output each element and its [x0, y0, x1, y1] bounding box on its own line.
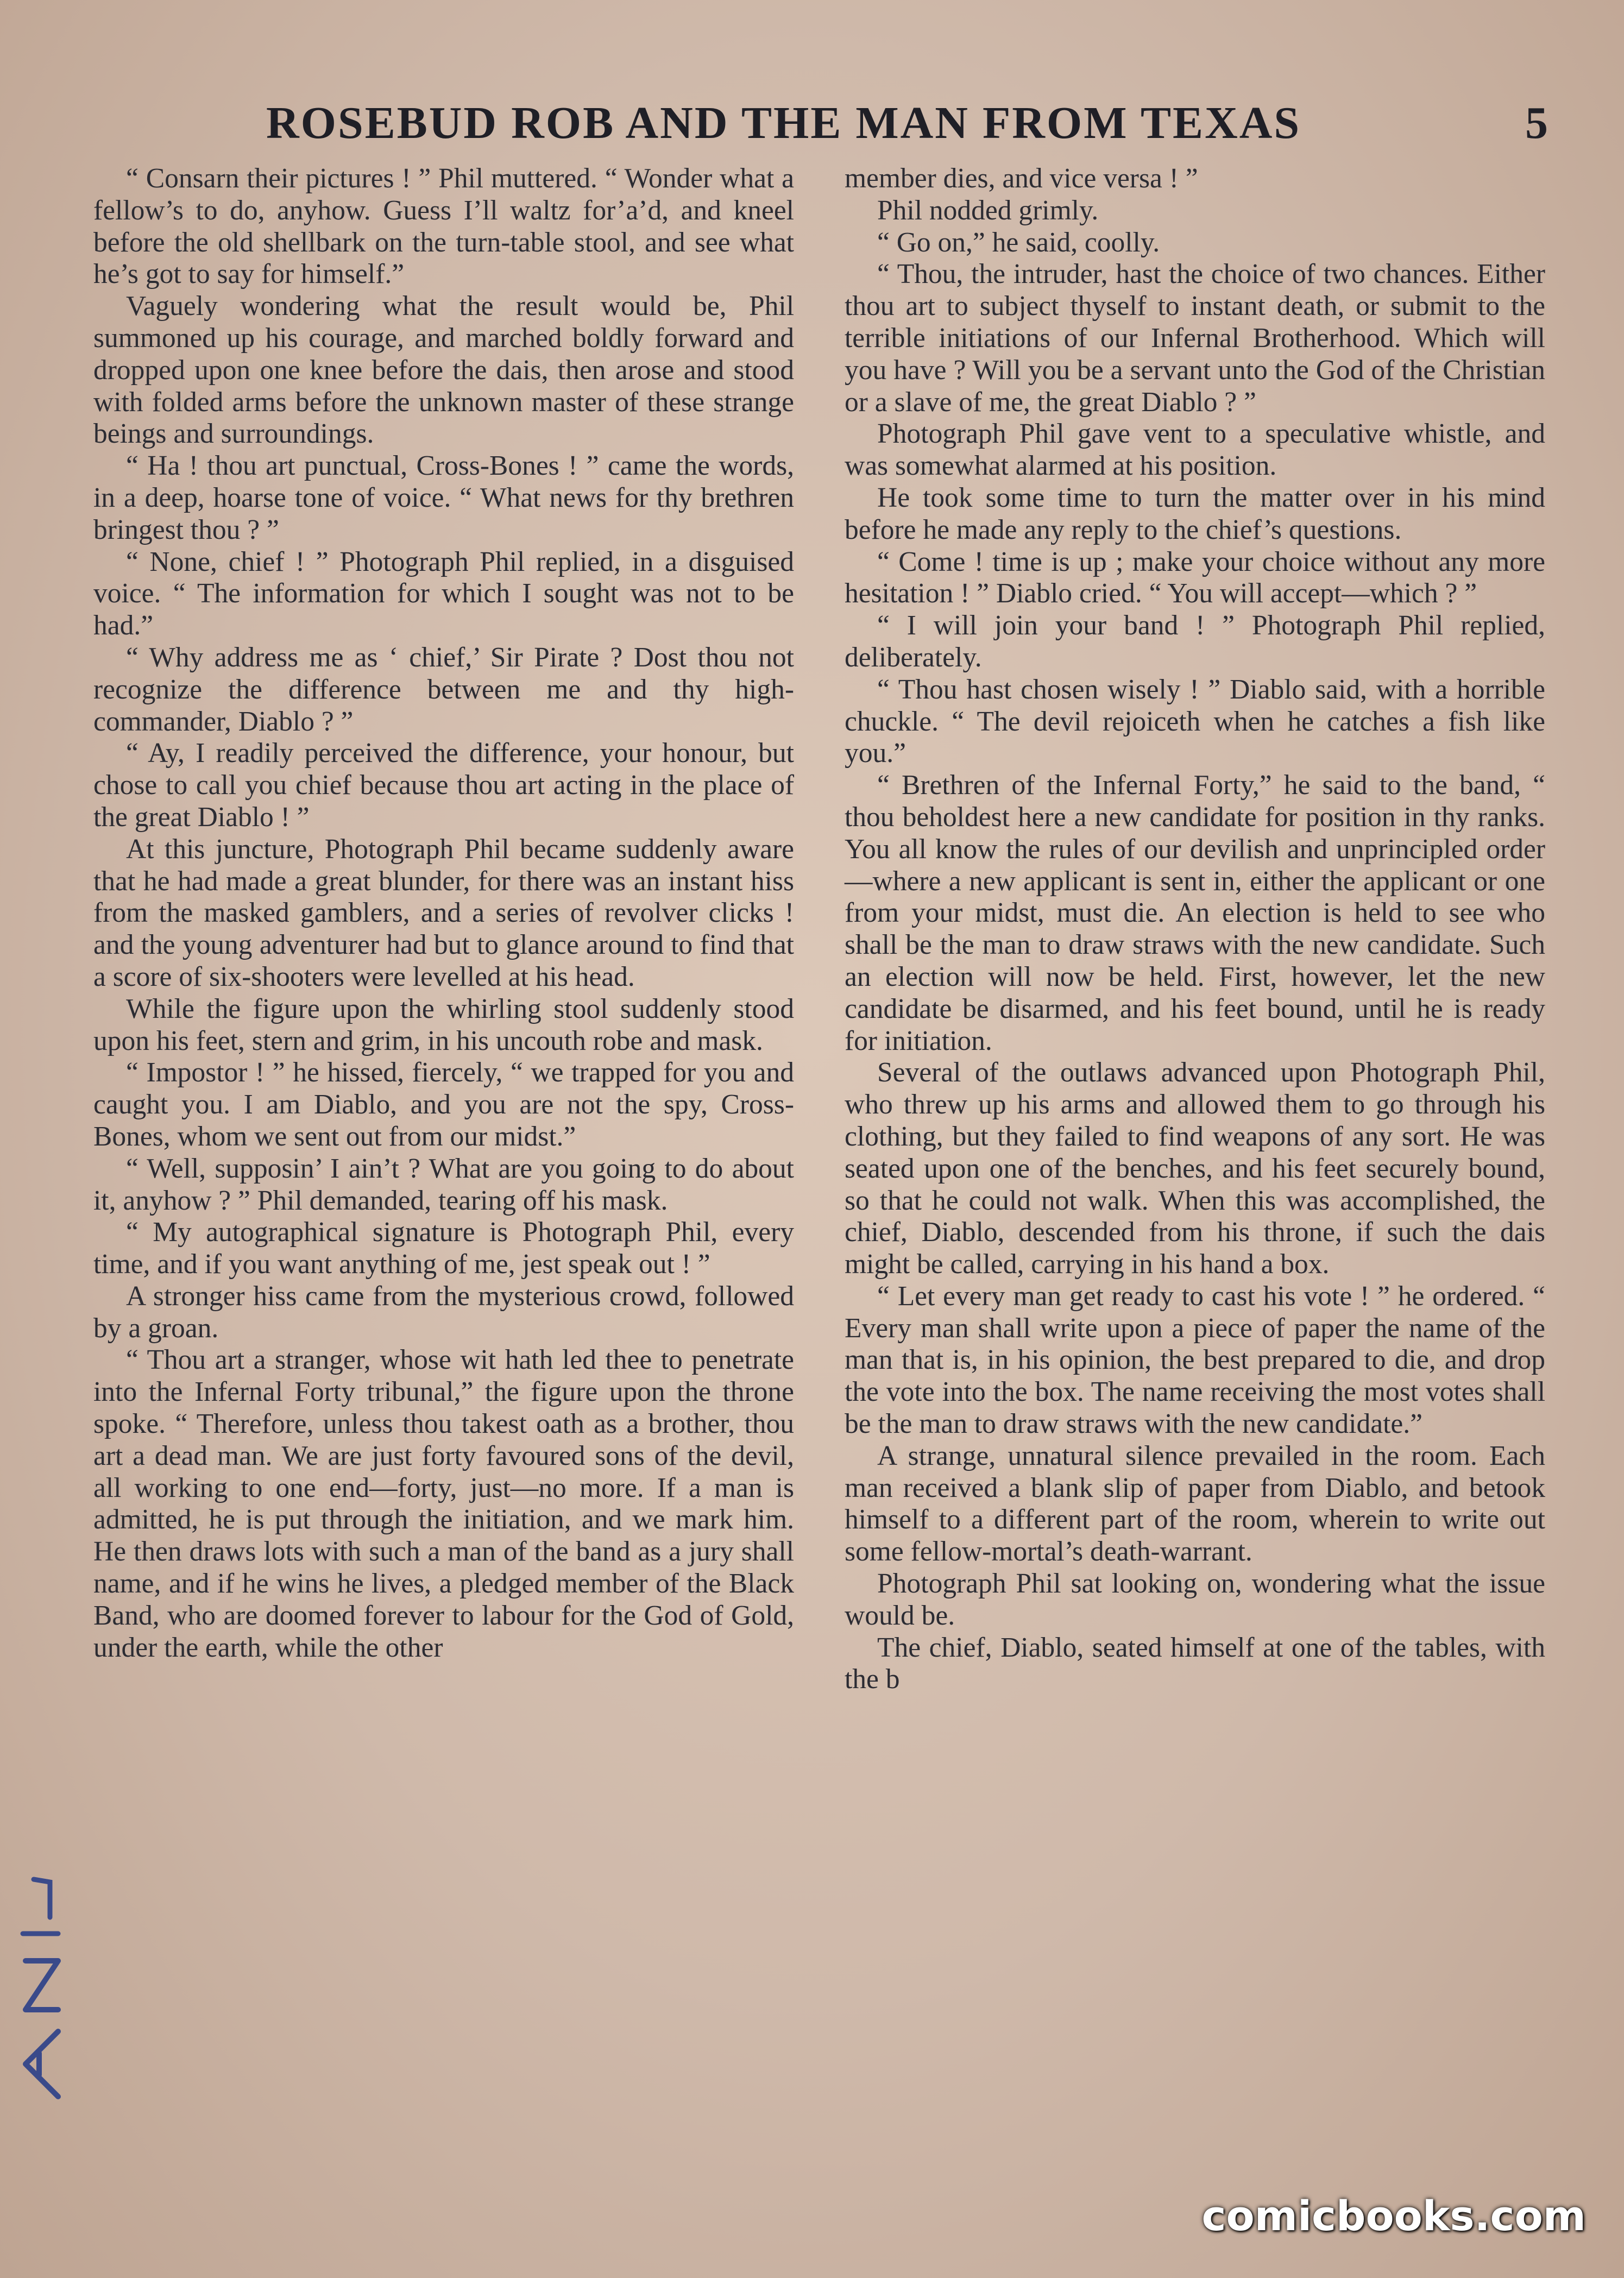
running-title: ROSEBUD ROB AND THE MAN FROM TEXAS — [266, 98, 1301, 148]
paragraph: “ Let every man get ready to cast his vote ! ” he ordered. “ Every man shall write upon a piece of paper the name of the man that is, in his opinion, the best prepared to die, and drop the vote into the box. The name receiving the most votes shall be the man to draw straws with the new candidate.” — [845, 1280, 1545, 1440]
paragraph: “ My autographical signature is Photograph Phil, every time, and if you want anything of me, jest speak out ! ” — [93, 1217, 794, 1280]
paragraph: “ Come ! time is up ; make your choice without any more hesitation ! ” Diablo cried. “ You will accept—which ? ” — [845, 546, 1545, 609]
paragraph: At this juncture, Photograph Phil became suddenly aware that he had made a great blunder, for there was an instant hiss from the masked gamblers, and a series of revolver clicks ! and the young adventurer had but to glance around to find that a score of six-shooters were levelled at his head. — [93, 833, 794, 992]
paragraph: “ I will join your band ! ” Photograph Phil replied, deliberately. — [845, 610, 1545, 673]
paragraph: He took some time to turn the matter over in his mind before he made any reply to the chief’s questions. — [845, 482, 1545, 545]
page-number: 5 — [1525, 98, 1548, 148]
paragraph: Several of the outlaws advanced upon Photograph Phil, who threw up his arms and allowed them to go through his clothing, but they failed to find weapons of any sort. He was seated upon one of the benches, and his feet securely bound, so that he could not walk. When this was accomplished, the chief, Diablo, descended from his throne, if such the dais might be called, carrying in his hand a box. — [845, 1057, 1545, 1280]
paragraph: Vaguely wondering what the result would be, Phil summoned up his courage, and marched boldly forward and dropped upon one knee before the dais, then arose and stood with folded arms before the unknown master of these strange beings and surroundings. — [93, 291, 794, 450]
paragraph: “ Ha ! thou art punctual, Cross-Bones ! ” came the words, in a deep, hoarse tone of voice. “ What news for thy brethren bringest thou ? ” — [93, 450, 794, 545]
paragraph: “ Ay, I readily perceived the difference, your honour, but chose to call you chief because thou art acting in the place of the great Diablo ! ” — [93, 738, 794, 833]
paragraph: A stronger hiss came from the mysterious crowd, followed by a groan. — [93, 1280, 794, 1344]
paragraph: Photograph Phil sat looking on, wondering what the issue would be. — [845, 1568, 1545, 1631]
watermark: comicbooks.com — [1201, 2192, 1586, 2240]
paragraph: “ Thou art a stranger, whose wit hath led thee to penetrate into the Infernal Forty tribunal,” the figure upon the throne spoke. “ Therefore, unless thou takest oath as a brother, thou art a dead man. We are just forty favoured sons of the devil, all working to one end—forty, just—no more. If a man is admitted, he is put through the initiation, and we mark him. He then draws lots with such a man of the band as a jury shall name, and if he wins he lives, a pledged member of the Black Band, who are doomed forever to labour for the God of Gold, under the earth, while the other — [93, 1344, 794, 1663]
paragraph: Phil nodded grimly. — [877, 194, 1099, 226]
paragraph: Photograph Phil gave vent to a speculative whistle, and was somewhat alarmed at his position. — [845, 418, 1545, 482]
paragraph: “ Thou hast chosen wisely ! ” Diablo said, with a horrible chuckle. “ The devil rejoiceth when he catches a fish like you.” — [845, 674, 1545, 769]
left-column — [93, 163, 794, 1664]
running-head — [92, 97, 1548, 156]
paragraph: While the figure upon the whirling stool suddenly stood upon his feet, stern and grim, in his uncouth robe and mask. — [93, 993, 794, 1056]
paragraph: “ Consarn their pictures ! ” Phil muttered. “ Wonder what a fellow’s to do, anyhow. Guess I’ll waltz for’a’d, and kneel before the old shellbark on the turn-table stool, and see what he’s got to say for himself.” — [93, 163, 794, 290]
paragraph: “ Impostor ! ” he hissed, fiercely, “ we trapped for you and caught you. I am Diablo, and you are not the spy, Cross-Bones, whom we sent out from our midst.” — [93, 1057, 794, 1152]
paragraph: “ Thou, the intruder, hast the choice of two chances. Either thou art to subject thyself to instant death, or submit to the terrible initiations of our Infernal Brotherhood. Which will you have ? Will you be a servant unto the God of the Christian or a slave of me, the great Diablo ? ” — [845, 259, 1545, 418]
paragraph: The chief, Diablo, seated himself at one of the tables, with the b — [845, 1632, 1545, 1695]
right-column — [845, 163, 1545, 1696]
paragraph: “ None, chief ! ” Photograph Phil replied, in a disguised voice. “ The information for which I sought was not to be had.” — [93, 546, 794, 641]
paragraph: “ Brethren of the Infernal Forty,” he said to the band, “ thou beholdest here a new candidate for position in thy ranks. You all know the rules of our devilish and unprincipled order—where a new applicant is sent in, either the applicant or one from your midst, must die. An election is held to see who shall be the man to draw straws with the new candidate. Such an election will now be held. First, however, let the new candidate be disarmed, and his feet bound, until he is ready for initiation. — [845, 770, 1545, 1056]
paragraph: “ Why address me as ‘ chief,’ Sir Pirate ? Dost thou not recognize the difference between me and thy high-commander, Diablo ? ” — [93, 641, 794, 737]
paragraph: A strange, unnatural silence prevailed in the room. Each man received a blank slip of paper from Diablo, and betook himself to a different part of the room, wherein to write out some fellow-mortal’s death-warrant. — [845, 1440, 1545, 1568]
margin-pencil-mark — [12, 1868, 77, 2151]
paragraph: member dies, and vice versa ! ” — [845, 163, 1198, 194]
paragraph: “ Go on,” he said, coolly. — [877, 226, 1160, 258]
paragraph: “ Well, supposin’ I ain’t ? What are you going to do about it, anyhow ? ” Phil demanded, tearing off his mask. — [93, 1153, 794, 1216]
